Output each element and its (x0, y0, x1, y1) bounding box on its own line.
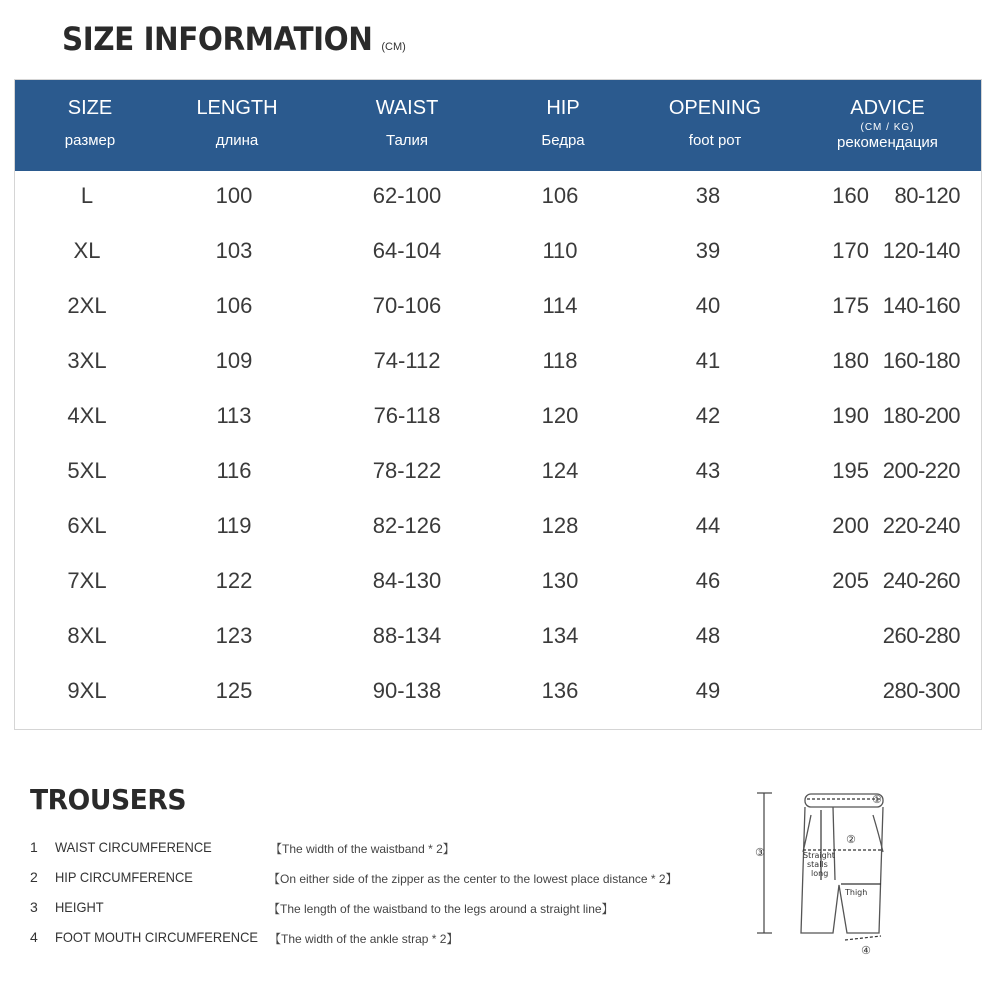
cell-opening: 49 (695, 678, 721, 703)
title-main: SIZE INFORMATION (62, 20, 373, 58)
header-opening (655, 80, 775, 171)
height-measure-line (757, 793, 772, 933)
table-row (15, 608, 981, 663)
cell-waist: 84-130 (372, 568, 442, 593)
cell-advice-height: 160 (832, 183, 869, 208)
cell-size: 5XL (67, 458, 107, 483)
cell-size: 3XL (67, 348, 107, 373)
cell-advice-height: 170 (832, 238, 869, 263)
marker-2: ② (846, 833, 856, 846)
cell-size: 4XL (67, 403, 107, 428)
cell-length: 113 (216, 403, 252, 428)
legend-number: 2 (30, 869, 38, 885)
header-length (177, 80, 297, 171)
legend-label: FOOT MOUTH CIRCUMFERENCE (55, 929, 258, 945)
cell-waist: 74-112 (373, 348, 441, 373)
legend-description: 【The length of the waistband to the legs around a straight line】 (268, 902, 614, 916)
header-hip (503, 80, 623, 171)
page-title (62, 20, 406, 58)
header-hip-ru: Бедра (541, 132, 585, 149)
cell-advice-weight: 200-220 (882, 458, 960, 483)
cell-opening: 42 (695, 403, 721, 428)
table-row (15, 278, 981, 333)
table-row (15, 498, 981, 553)
cell-length: 123 (215, 623, 253, 648)
cell-hip: 134 (541, 623, 579, 648)
cell-advice-height: 190 (832, 403, 869, 428)
table-row (15, 333, 981, 388)
cell-advice-weight: 240-260 (882, 568, 960, 593)
header-advice-ru: рекомендация (837, 134, 938, 151)
table-row (15, 168, 981, 223)
cell-advice-weight: 180-200 (882, 403, 960, 428)
cell-advice-weight: 120-140 (882, 238, 960, 263)
cell-advice-weight: 220-240 (882, 513, 960, 538)
cell-size: 7XL (67, 568, 107, 593)
cell-size: 2XL (67, 293, 107, 318)
trousers-heading: TROUSERS (30, 783, 187, 816)
legend-number: 3 (30, 899, 38, 915)
cell-hip: 106 (541, 183, 579, 208)
label-long: long (811, 869, 829, 878)
legend-number: 1 (30, 839, 38, 855)
cell-hip: 118 (542, 348, 578, 373)
legend-description: 【The width of the ankle strap * 2】 (269, 932, 459, 946)
cell-hip: 128 (541, 513, 579, 538)
cell-size: XL (73, 238, 101, 263)
header-hip-en: HIP (546, 97, 580, 119)
header-size-en: SIZE (67, 97, 113, 119)
cell-length: 100 (215, 183, 253, 208)
cell-advice-height: 200 (832, 513, 869, 538)
cell-size: 8XL (67, 623, 107, 648)
header-waist (347, 80, 467, 171)
cell-opening: 38 (695, 183, 721, 208)
cell-waist: 76-118 (373, 403, 441, 428)
cell-length: 122 (215, 568, 253, 593)
cell-length: 119 (216, 513, 252, 538)
cell-waist: 90-138 (372, 678, 442, 703)
title-unit: (CM) (381, 41, 406, 53)
cell-advice-weight: 280-300 (882, 678, 960, 703)
cell-hip: 114 (542, 293, 578, 318)
header-advice-en: ADVICE (850, 97, 925, 119)
cell-length: 125 (215, 678, 253, 703)
header-size-ru: размер (64, 132, 116, 149)
marker-4: ④ (861, 944, 871, 957)
legend-label: HEIGHT (55, 899, 104, 915)
cell-advice-weight: 260-280 (882, 623, 960, 648)
cell-waist: 62-100 (372, 183, 442, 208)
cell-hip: 136 (541, 678, 579, 703)
cell-opening: 43 (695, 458, 721, 483)
cell-size: L (80, 183, 94, 208)
cell-opening: 48 (695, 623, 721, 648)
table-row (15, 388, 981, 443)
legend-label: HIP CIRCUMFERENCE (55, 869, 193, 885)
header-advice-sub: (CM / KG) (860, 122, 915, 133)
trousers-diagram (745, 780, 905, 965)
header-size (30, 80, 150, 171)
cell-length: 106 (215, 293, 253, 318)
table-row (15, 553, 981, 608)
table-row (15, 443, 981, 498)
legend-description: 【On either side of the zipper as the center to the lowest place distance * 2】 (268, 872, 678, 886)
header-length-en: LENGTH (196, 97, 278, 119)
legend-number: 4 (30, 929, 38, 945)
cell-waist: 78-122 (372, 458, 442, 483)
cell-hip: 124 (541, 458, 579, 483)
cell-length: 116 (216, 458, 252, 483)
cell-opening: 40 (695, 293, 721, 318)
table-header (15, 80, 981, 171)
size-table (14, 79, 982, 730)
cell-waist: 82-126 (372, 513, 442, 538)
cell-size: 9XL (67, 678, 107, 703)
legend-description: 【The width of the waistband * 2】 (270, 842, 455, 856)
cell-advice-height: 195 (832, 458, 869, 483)
cell-advice-weight: 140-160 (882, 293, 960, 318)
label-stalls: stalls (807, 860, 828, 869)
cell-waist: 64-104 (372, 238, 442, 263)
cell-hip: 130 (541, 568, 579, 593)
cell-hip: 110 (542, 238, 578, 263)
header-advice (815, 80, 960, 171)
cell-opening: 41 (695, 348, 721, 373)
cell-opening: 39 (695, 238, 721, 263)
cell-advice-weight: 80-120 (894, 183, 960, 208)
label-straight: Straight (803, 851, 835, 860)
marker-1: ① (872, 793, 882, 806)
header-length-ru: длина (215, 132, 259, 149)
header-opening-en: OPENING (668, 97, 762, 119)
cell-waist: 70-106 (372, 293, 442, 318)
cell-opening: 46 (695, 568, 721, 593)
cell-advice-height: 180 (832, 348, 869, 373)
cell-hip: 120 (541, 403, 579, 428)
label-thigh: Thigh (845, 888, 868, 897)
legend-label: WAIST CIRCUMFERENCE (55, 839, 212, 855)
cell-waist: 88-134 (372, 623, 442, 648)
cell-length: 109 (215, 348, 253, 373)
header-waist-en: WAIST (375, 97, 439, 119)
cell-advice-weight: 160-180 (882, 348, 960, 373)
cell-advice-height: 205 (832, 568, 869, 593)
header-waist-ru: Талия (385, 132, 429, 149)
cell-length: 103 (215, 238, 253, 263)
marker-3: ③ (755, 846, 765, 859)
table-row (15, 223, 981, 278)
header-opening-ru: foot рот (688, 132, 742, 149)
cell-advice-height: 175 (832, 293, 869, 318)
cell-size: 6XL (67, 513, 107, 538)
table-row (15, 663, 981, 718)
cell-opening: 44 (695, 513, 721, 538)
foot-mouth-measure-line (845, 936, 881, 940)
